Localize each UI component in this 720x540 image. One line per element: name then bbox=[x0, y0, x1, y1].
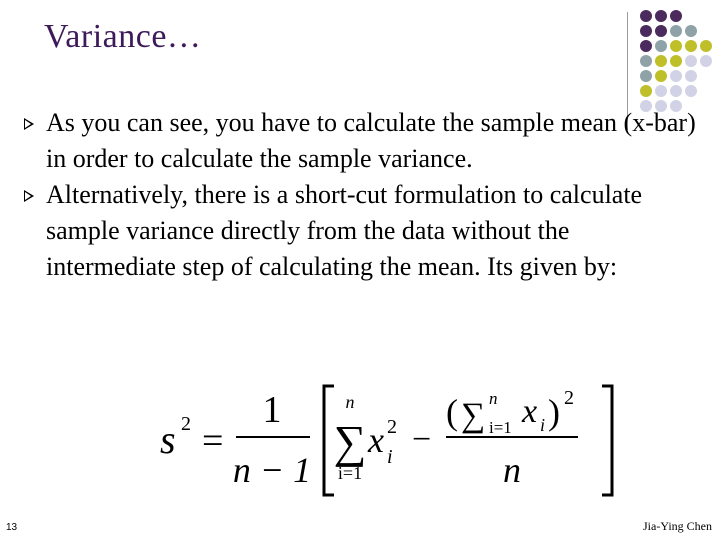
decorative-dot bbox=[685, 85, 697, 97]
slide-title: Variance… bbox=[44, 18, 202, 55]
sum-variable: x bbox=[368, 420, 384, 460]
inner-exponent: 2 bbox=[564, 387, 574, 409]
left-bracket bbox=[324, 386, 334, 495]
inner-sum-variable: x bbox=[522, 393, 538, 430]
sum-upper-limit: n bbox=[345, 392, 355, 412]
decorative-dot bbox=[655, 70, 667, 82]
decorative-dot bbox=[640, 85, 652, 97]
decorative-dot bbox=[640, 55, 652, 67]
decorative-dot bbox=[655, 10, 667, 22]
inner-fraction-denominator: n bbox=[503, 450, 521, 490]
decorative-dot bbox=[640, 25, 652, 37]
formula-lhs-exponent: 2 bbox=[181, 413, 191, 435]
formula-minus: − bbox=[412, 421, 432, 458]
page-number: 13 bbox=[6, 522, 18, 533]
arrow-bullet-icon bbox=[24, 118, 34, 130]
fraction-denominator: n − 1 bbox=[232, 450, 312, 490]
variance-formula bbox=[150, 378, 630, 503]
bullet-text: Alternatively, there is a short-cut formulation to calculate sample variance directly from the data without the intermediate step of calculating the mean. Its given by: bbox=[46, 180, 643, 281]
inner-sum-subscript: i bbox=[540, 415, 546, 435]
decorative-dot bbox=[670, 40, 682, 52]
inner-sum-lower-limit: i=1 bbox=[489, 418, 512, 437]
inner-sum-upper-limit: n bbox=[489, 389, 498, 408]
decorative-dot bbox=[655, 40, 667, 52]
right-bracket bbox=[602, 386, 612, 495]
author-footer: Jia-Ying Chen bbox=[643, 519, 712, 533]
bullet-list bbox=[30, 105, 700, 285]
formula-equals: = bbox=[202, 420, 224, 462]
decorative-dot bbox=[655, 55, 667, 67]
decorative-dot bbox=[685, 70, 697, 82]
decorative-dot bbox=[640, 10, 652, 22]
bullet-text: As you can see, you have to calculate the sample mean (x-bar) in order to calculate the sample variance. bbox=[46, 108, 696, 173]
sum-variable-subscript: i bbox=[387, 446, 393, 468]
bullet-item bbox=[30, 177, 700, 285]
decorative-dot bbox=[640, 70, 652, 82]
open-paren: ( bbox=[446, 392, 458, 432]
decorative-dot bbox=[670, 25, 682, 37]
decorative-dot bbox=[700, 55, 712, 67]
decorative-dot bbox=[640, 40, 652, 52]
decorative-dot bbox=[670, 10, 682, 22]
sum-variable-exponent: 2 bbox=[387, 416, 397, 438]
formula-lhs: s bbox=[160, 417, 176, 462]
fraction-numerator: 1 bbox=[262, 389, 282, 431]
summation-symbol: ∑ bbox=[333, 416, 367, 467]
formula-svg bbox=[150, 378, 630, 503]
bullet-item bbox=[30, 105, 700, 177]
decorative-dot bbox=[700, 40, 712, 52]
decorative-dot bbox=[655, 25, 667, 37]
inner-summation-symbol: ∑ bbox=[461, 397, 486, 434]
sum-lower-limit: i=1 bbox=[337, 463, 363, 483]
decorative-dot bbox=[685, 25, 697, 37]
close-paren: ) bbox=[548, 392, 560, 432]
decorative-dot bbox=[670, 70, 682, 82]
decorative-dot bbox=[685, 40, 697, 52]
decorative-dot bbox=[670, 55, 682, 67]
decorative-dot bbox=[685, 55, 697, 67]
decorative-dot bbox=[655, 85, 667, 97]
arrow-bullet-icon bbox=[24, 190, 34, 202]
decorative-dot bbox=[670, 85, 682, 97]
